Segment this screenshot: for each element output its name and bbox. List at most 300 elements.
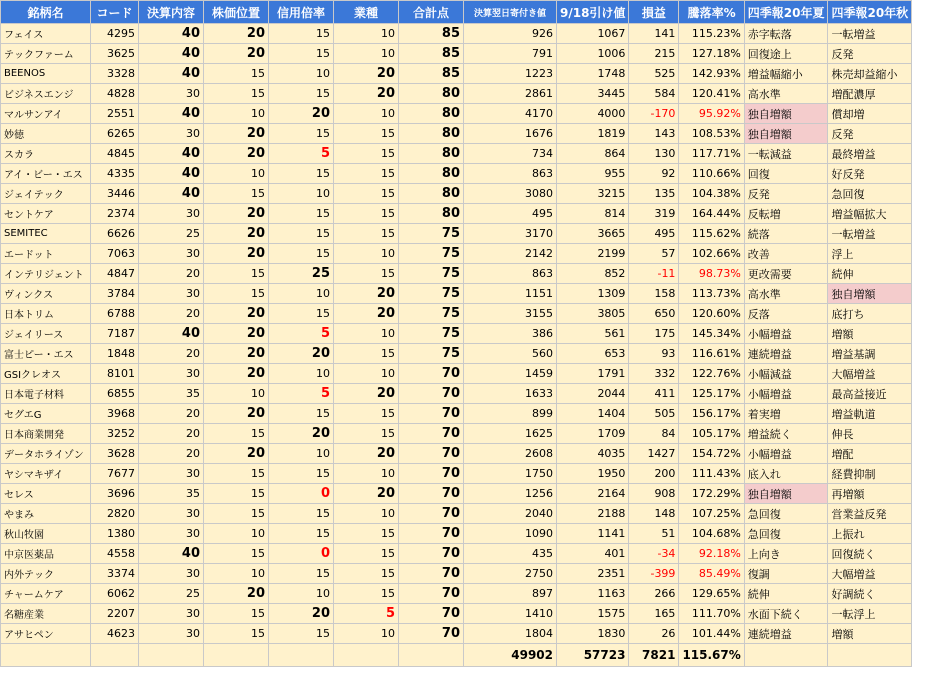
cell-industry[interactable]: 20: [334, 484, 399, 504]
cell-close-price[interactable]: 2199: [557, 244, 629, 264]
cell-code[interactable]: 3446: [91, 184, 139, 204]
cell-open-price[interactable]: 435: [464, 544, 557, 564]
cell-earnings[interactable]: 30: [139, 624, 204, 644]
cell-price-position[interactable]: 20: [204, 304, 269, 324]
cell-earnings[interactable]: 30: [139, 464, 204, 484]
cell-open-price[interactable]: 2142: [464, 244, 557, 264]
cell-shikiho-summer[interactable]: 連続増益: [744, 344, 828, 364]
cell-code[interactable]: 2374: [91, 204, 139, 224]
cell-pnl[interactable]: 165: [629, 604, 679, 624]
cell-open-price[interactable]: 3080: [464, 184, 557, 204]
cell-pnl[interactable]: 525: [629, 64, 679, 84]
cell-total[interactable]: 80: [399, 124, 464, 144]
cell-pnl[interactable]: 135: [629, 184, 679, 204]
cell-margin-ratio[interactable]: 10: [269, 364, 334, 384]
cell-shikiho-autumn[interactable]: 独自増額: [828, 284, 912, 304]
cell-margin-ratio[interactable]: 20: [269, 604, 334, 624]
cell-industry[interactable]: 15: [334, 144, 399, 164]
cell-margin-ratio[interactable]: 10: [269, 64, 334, 84]
cell-shikiho-summer[interactable]: 赤字転落: [744, 24, 828, 44]
cell-shikiho-summer[interactable]: 小幅増益: [744, 384, 828, 404]
cell-shikiho-summer[interactable]: 高水準: [744, 84, 828, 104]
cell-total[interactable]: 70: [399, 624, 464, 644]
cell-shikiho-autumn[interactable]: 反発: [828, 124, 912, 144]
cell-shikiho-summer[interactable]: 小幅増益: [744, 444, 828, 464]
cell-shikiho-summer[interactable]: 底入れ: [744, 464, 828, 484]
cell-total[interactable]: 70: [399, 404, 464, 424]
cell-industry[interactable]: 20: [334, 64, 399, 84]
col-header-pnl[interactable]: 損益: [629, 1, 679, 24]
cell-earnings[interactable]: 30: [139, 524, 204, 544]
cell-ratio[interactable]: 145.34%: [679, 324, 744, 344]
cell-shikiho-summer[interactable]: 反転増: [744, 204, 828, 224]
cell-margin-ratio[interactable]: 0: [269, 484, 334, 504]
cell-open-price[interactable]: 1223: [464, 64, 557, 84]
cell-shikiho-summer[interactable]: 増益幅縮小: [744, 64, 828, 84]
cell-price-position[interactable]: 15: [204, 184, 269, 204]
cell-shikiho-autumn[interactable]: 償却増: [828, 104, 912, 124]
cell-open-price[interactable]: 1676: [464, 124, 557, 144]
cell-close-price[interactable]: 3665: [557, 224, 629, 244]
cell-ratio[interactable]: 92.18%: [679, 544, 744, 564]
cell-earnings[interactable]: 20: [139, 344, 204, 364]
cell-code[interactable]: 6626: [91, 224, 139, 244]
cell-name[interactable]: 内外テック: [1, 564, 91, 584]
cell-industry[interactable]: 15: [334, 124, 399, 144]
cell-industry[interactable]: 10: [334, 464, 399, 484]
cell-code[interactable]: 2551: [91, 104, 139, 124]
cell-close-price[interactable]: 1163: [557, 584, 629, 604]
cell-shikiho-summer[interactable]: 反落: [744, 304, 828, 324]
cell-close-price[interactable]: 1709: [557, 424, 629, 444]
cell-earnings[interactable]: 30: [139, 504, 204, 524]
cell-pnl[interactable]: -34: [629, 544, 679, 564]
cell-earnings[interactable]: 35: [139, 384, 204, 404]
cell-margin-ratio[interactable]: 15: [269, 164, 334, 184]
cell-open-price[interactable]: 2608: [464, 444, 557, 464]
cell-price-position[interactable]: 10: [204, 104, 269, 124]
cell-ratio[interactable]: 116.61%: [679, 344, 744, 364]
cell-margin-ratio[interactable]: 10: [269, 184, 334, 204]
cell-earnings[interactable]: 30: [139, 604, 204, 624]
cell-total[interactable]: 70: [399, 484, 464, 504]
cell-price-position[interactable]: 20: [204, 224, 269, 244]
cell-code[interactable]: 4295: [91, 24, 139, 44]
cell-ratio[interactable]: 110.66%: [679, 164, 744, 184]
cell-close-price[interactable]: 864: [557, 144, 629, 164]
cell-industry[interactable]: 20: [334, 84, 399, 104]
cell-ratio[interactable]: 102.66%: [679, 244, 744, 264]
cell-ratio[interactable]: 154.72%: [679, 444, 744, 464]
cell-code[interactable]: 4335: [91, 164, 139, 184]
cell-name[interactable]: スカラ: [1, 144, 91, 164]
cell-shikiho-autumn[interactable]: 増額: [828, 324, 912, 344]
cell-code[interactable]: 3252: [91, 424, 139, 444]
cell-earnings[interactable]: 30: [139, 124, 204, 144]
cell-open-price[interactable]: 2040: [464, 504, 557, 524]
cell-name[interactable]: ジェイテック: [1, 184, 91, 204]
cell-earnings[interactable]: 40: [139, 44, 204, 64]
cell-name[interactable]: テックファーム: [1, 44, 91, 64]
cell-earnings[interactable]: 30: [139, 564, 204, 584]
cell-total[interactable]: 80: [399, 104, 464, 124]
cell-open-price[interactable]: 4170: [464, 104, 557, 124]
cell-shikiho-autumn[interactable]: 続伸: [828, 264, 912, 284]
cell-total[interactable]: 75: [399, 344, 464, 364]
cell-price-position[interactable]: 10: [204, 384, 269, 404]
col-header-name[interactable]: 銘柄名: [1, 1, 91, 24]
cell-open-price[interactable]: 1256: [464, 484, 557, 504]
cell-close-price[interactable]: 2188: [557, 504, 629, 524]
cell-ratio[interactable]: 85.49%: [679, 564, 744, 584]
cell-shikiho-autumn[interactable]: 反発: [828, 44, 912, 64]
cell-total[interactable]: 70: [399, 384, 464, 404]
cell-price-position[interactable]: 20: [204, 404, 269, 424]
cell-price-position[interactable]: 20: [204, 324, 269, 344]
cell-open-price[interactable]: 791: [464, 44, 557, 64]
cell-name[interactable]: 日本トリム: [1, 304, 91, 324]
cell-total[interactable]: 75: [399, 304, 464, 324]
cell-close-price[interactable]: 401: [557, 544, 629, 564]
cell-total[interactable]: 80: [399, 84, 464, 104]
cell-ratio[interactable]: 104.68%: [679, 524, 744, 544]
cell-margin-ratio[interactable]: 20: [269, 344, 334, 364]
cell-industry[interactable]: 15: [334, 424, 399, 444]
cell-margin-ratio[interactable]: 10: [269, 284, 334, 304]
col-header-total[interactable]: 合計点: [399, 1, 464, 24]
cell-shikiho-autumn[interactable]: 再増額: [828, 484, 912, 504]
cell-shikiho-autumn[interactable]: 急回復: [828, 184, 912, 204]
cell-pnl[interactable]: 319: [629, 204, 679, 224]
cell-industry[interactable]: 15: [334, 184, 399, 204]
cell-earnings[interactable]: 20: [139, 424, 204, 444]
cell-open-price[interactable]: 3155: [464, 304, 557, 324]
cell-margin-ratio[interactable]: 0: [269, 544, 334, 564]
cell-name[interactable]: 名糖産業: [1, 604, 91, 624]
cell-close-price[interactable]: 4035: [557, 444, 629, 464]
cell-code[interactable]: 6265: [91, 124, 139, 144]
cell-industry[interactable]: 15: [334, 404, 399, 424]
cell-shikiho-summer[interactable]: 改善: [744, 244, 828, 264]
cell-industry[interactable]: 20: [334, 444, 399, 464]
cell-price-position[interactable]: 15: [204, 504, 269, 524]
cell-name[interactable]: BEENOS: [1, 64, 91, 84]
cell-close-price[interactable]: 561: [557, 324, 629, 344]
cell-earnings[interactable]: 30: [139, 204, 204, 224]
cell-price-position[interactable]: 20: [204, 244, 269, 264]
cell-price-position[interactable]: 15: [204, 64, 269, 84]
cell-pnl[interactable]: 215: [629, 44, 679, 64]
col-header-earnings[interactable]: 決算内容: [139, 1, 204, 24]
cell-total[interactable]: 70: [399, 424, 464, 444]
cell-earnings[interactable]: 40: [139, 24, 204, 44]
cell-industry[interactable]: 15: [334, 344, 399, 364]
cell-shikiho-summer[interactable]: 高水準: [744, 284, 828, 304]
total-cell-blank[interactable]: [269, 644, 334, 667]
cell-pnl[interactable]: 143: [629, 124, 679, 144]
cell-margin-ratio[interactable]: 5: [269, 144, 334, 164]
cell-open-price[interactable]: 1750: [464, 464, 557, 484]
cell-industry[interactable]: 20: [334, 384, 399, 404]
cell-name[interactable]: やまみ: [1, 504, 91, 524]
cell-price-position[interactable]: 15: [204, 624, 269, 644]
cell-name[interactable]: マルサンアイ: [1, 104, 91, 124]
cell-shikiho-summer[interactable]: 小幅増益: [744, 324, 828, 344]
col-header-industry[interactable]: 業種: [334, 1, 399, 24]
cell-total[interactable]: 75: [399, 264, 464, 284]
cell-close-price[interactable]: 955: [557, 164, 629, 184]
cell-open-price[interactable]: 1625: [464, 424, 557, 444]
cell-industry[interactable]: 15: [334, 264, 399, 284]
cell-ratio[interactable]: 127.18%: [679, 44, 744, 64]
cell-margin-ratio[interactable]: 15: [269, 404, 334, 424]
cell-industry[interactable]: 15: [334, 164, 399, 184]
cell-ratio[interactable]: 117.71%: [679, 144, 744, 164]
cell-open-price[interactable]: 1633: [464, 384, 557, 404]
cell-name[interactable]: アサヒペン: [1, 624, 91, 644]
cell-price-position[interactable]: 15: [204, 84, 269, 104]
cell-pnl[interactable]: 266: [629, 584, 679, 604]
cell-earnings[interactable]: 20: [139, 444, 204, 464]
cell-shikiho-autumn[interactable]: 好反発: [828, 164, 912, 184]
cell-open-price[interactable]: 3170: [464, 224, 557, 244]
cell-pnl[interactable]: 200: [629, 464, 679, 484]
cell-name[interactable]: セグエG: [1, 404, 91, 424]
cell-shikiho-summer[interactable]: 連続増益: [744, 624, 828, 644]
cell-close-price[interactable]: 1404: [557, 404, 629, 424]
cell-code[interactable]: 4847: [91, 264, 139, 284]
cell-close-price[interactable]: 2044: [557, 384, 629, 404]
cell-shikiho-summer[interactable]: 独自増額: [744, 124, 828, 144]
cell-shikiho-summer[interactable]: 上向き: [744, 544, 828, 564]
cell-price-position[interactable]: 20: [204, 44, 269, 64]
cell-close-price[interactable]: 1819: [557, 124, 629, 144]
cell-pnl[interactable]: 92: [629, 164, 679, 184]
col-header-open-price[interactable]: 決算翌日寄付き値: [464, 1, 557, 24]
cell-shikiho-autumn[interactable]: 大幅増益: [828, 564, 912, 584]
cell-total[interactable]: 70: [399, 464, 464, 484]
cell-shikiho-autumn[interactable]: 好調続く: [828, 584, 912, 604]
cell-pnl[interactable]: 26: [629, 624, 679, 644]
cell-open-price[interactable]: 386: [464, 324, 557, 344]
cell-margin-ratio[interactable]: 15: [269, 44, 334, 64]
cell-industry[interactable]: 15: [334, 584, 399, 604]
cell-name[interactable]: エードット: [1, 244, 91, 264]
cell-shikiho-summer[interactable]: 急回復: [744, 524, 828, 544]
cell-total[interactable]: 70: [399, 364, 464, 384]
total-close[interactable]: 57723: [557, 644, 629, 667]
cell-shikiho-autumn[interactable]: 増益幅拡大: [828, 204, 912, 224]
cell-earnings[interactable]: 40: [139, 544, 204, 564]
cell-ratio[interactable]: 105.17%: [679, 424, 744, 444]
cell-shikiho-autumn[interactable]: 伸長: [828, 424, 912, 444]
total-ratio[interactable]: 115.67%: [679, 644, 744, 667]
cell-code[interactable]: 7063: [91, 244, 139, 264]
cell-name[interactable]: 中京医薬品: [1, 544, 91, 564]
cell-shikiho-autumn[interactable]: 底打ち: [828, 304, 912, 324]
cell-close-price[interactable]: 1791: [557, 364, 629, 384]
cell-margin-ratio[interactable]: 15: [269, 624, 334, 644]
cell-shikiho-summer[interactable]: 更改需要: [744, 264, 828, 284]
cell-shikiho-autumn[interactable]: 増益軌道: [828, 404, 912, 424]
cell-earnings[interactable]: 40: [139, 104, 204, 124]
col-header-price-position[interactable]: 株価位置: [204, 1, 269, 24]
cell-open-price[interactable]: 1090: [464, 524, 557, 544]
cell-margin-ratio[interactable]: 15: [269, 524, 334, 544]
cell-open-price[interactable]: 1410: [464, 604, 557, 624]
cell-shikiho-summer[interactable]: 小幅減益: [744, 364, 828, 384]
cell-code[interactable]: 4558: [91, 544, 139, 564]
cell-ratio[interactable]: 104.38%: [679, 184, 744, 204]
cell-pnl[interactable]: 84: [629, 424, 679, 444]
cell-name[interactable]: 富士ピー・エス: [1, 344, 91, 364]
cell-close-price[interactable]: 1830: [557, 624, 629, 644]
cell-total[interactable]: 70: [399, 544, 464, 564]
cell-industry[interactable]: 20: [334, 284, 399, 304]
cell-industry[interactable]: 15: [334, 204, 399, 224]
total-cell-blank[interactable]: [204, 644, 269, 667]
cell-shikiho-summer[interactable]: 回復: [744, 164, 828, 184]
cell-price-position[interactable]: 15: [204, 284, 269, 304]
cell-margin-ratio[interactable]: 15: [269, 244, 334, 264]
cell-industry[interactable]: 15: [334, 524, 399, 544]
cell-total[interactable]: 85: [399, 64, 464, 84]
cell-shikiho-autumn[interactable]: 営業益反発: [828, 504, 912, 524]
cell-industry[interactable]: 10: [334, 364, 399, 384]
cell-code[interactable]: 1848: [91, 344, 139, 364]
cell-ratio[interactable]: 113.73%: [679, 284, 744, 304]
cell-shikiho-autumn[interactable]: 大幅増益: [828, 364, 912, 384]
cell-earnings[interactable]: 20: [139, 304, 204, 324]
cell-open-price[interactable]: 734: [464, 144, 557, 164]
cell-name[interactable]: 日本電子材料: [1, 384, 91, 404]
cell-price-position[interactable]: 20: [204, 24, 269, 44]
cell-industry[interactable]: 10: [334, 624, 399, 644]
total-cell-blank[interactable]: [1, 644, 91, 667]
cell-open-price[interactable]: 1459: [464, 364, 557, 384]
cell-close-price[interactable]: 1067: [557, 24, 629, 44]
cell-margin-ratio[interactable]: 15: [269, 464, 334, 484]
cell-pnl[interactable]: 505: [629, 404, 679, 424]
cell-industry[interactable]: 15: [334, 544, 399, 564]
cell-earnings[interactable]: 40: [139, 164, 204, 184]
cell-code[interactable]: 3374: [91, 564, 139, 584]
cell-earnings[interactable]: 40: [139, 144, 204, 164]
cell-total[interactable]: 85: [399, 24, 464, 44]
cell-pnl[interactable]: 1427: [629, 444, 679, 464]
cell-code[interactable]: 3784: [91, 284, 139, 304]
cell-shikiho-autumn[interactable]: 増配濃厚: [828, 84, 912, 104]
cell-name[interactable]: 日本商業開発: [1, 424, 91, 444]
cell-open-price[interactable]: 495: [464, 204, 557, 224]
cell-name[interactable]: データホライゾン: [1, 444, 91, 464]
cell-ratio[interactable]: 120.60%: [679, 304, 744, 324]
cell-price-position[interactable]: 15: [204, 264, 269, 284]
cell-margin-ratio[interactable]: 15: [269, 204, 334, 224]
cell-earnings[interactable]: 30: [139, 244, 204, 264]
cell-shikiho-autumn[interactable]: 一転増益: [828, 24, 912, 44]
cell-price-position[interactable]: 15: [204, 424, 269, 444]
cell-pnl[interactable]: 332: [629, 364, 679, 384]
cell-ratio[interactable]: 115.23%: [679, 24, 744, 44]
cell-ratio[interactable]: 156.17%: [679, 404, 744, 424]
cell-shikiho-autumn[interactable]: 最終増益: [828, 144, 912, 164]
cell-pnl[interactable]: 141: [629, 24, 679, 44]
cell-code[interactable]: 6788: [91, 304, 139, 324]
cell-shikiho-autumn[interactable]: 株売却益縮小: [828, 64, 912, 84]
cell-ratio[interactable]: 120.41%: [679, 84, 744, 104]
cell-price-position[interactable]: 10: [204, 164, 269, 184]
cell-shikiho-autumn[interactable]: 一転浮上: [828, 604, 912, 624]
cell-pnl[interactable]: 584: [629, 84, 679, 104]
cell-name[interactable]: ヤシマキザイ: [1, 464, 91, 484]
cell-name[interactable]: インテリジェント: [1, 264, 91, 284]
col-header-code[interactable]: コード: [91, 1, 139, 24]
cell-shikiho-summer[interactable]: 独自増額: [744, 484, 828, 504]
cell-code[interactable]: 3625: [91, 44, 139, 64]
total-cell-blank[interactable]: [334, 644, 399, 667]
cell-price-position[interactable]: 15: [204, 484, 269, 504]
cell-shikiho-summer[interactable]: 続落: [744, 224, 828, 244]
cell-close-price[interactable]: 1950: [557, 464, 629, 484]
cell-ratio[interactable]: 111.70%: [679, 604, 744, 624]
cell-industry[interactable]: 10: [334, 24, 399, 44]
cell-code[interactable]: 4828: [91, 84, 139, 104]
cell-pnl[interactable]: 411: [629, 384, 679, 404]
cell-earnings[interactable]: 40: [139, 324, 204, 344]
cell-open-price[interactable]: 899: [464, 404, 557, 424]
cell-pnl[interactable]: 148: [629, 504, 679, 524]
cell-price-position[interactable]: 15: [204, 604, 269, 624]
cell-price-position[interactable]: 10: [204, 524, 269, 544]
cell-price-position[interactable]: 20: [204, 444, 269, 464]
cell-ratio[interactable]: 107.25%: [679, 504, 744, 524]
cell-price-position[interactable]: 15: [204, 464, 269, 484]
cell-shikiho-autumn[interactable]: 浮上: [828, 244, 912, 264]
cell-total[interactable]: 80: [399, 204, 464, 224]
cell-industry[interactable]: 10: [334, 324, 399, 344]
cell-ratio[interactable]: 125.17%: [679, 384, 744, 404]
cell-code[interactable]: 6062: [91, 584, 139, 604]
cell-industry[interactable]: 20: [334, 304, 399, 324]
cell-industry[interactable]: 10: [334, 104, 399, 124]
cell-code[interactable]: 3628: [91, 444, 139, 464]
cell-margin-ratio[interactable]: 15: [269, 304, 334, 324]
cell-code[interactable]: 7187: [91, 324, 139, 344]
cell-earnings[interactable]: 30: [139, 284, 204, 304]
cell-shikiho-autumn[interactable]: 上振れ: [828, 524, 912, 544]
cell-earnings[interactable]: 20: [139, 404, 204, 424]
cell-name[interactable]: 秋山牧園: [1, 524, 91, 544]
cell-name[interactable]: セントケア: [1, 204, 91, 224]
cell-pnl[interactable]: 51: [629, 524, 679, 544]
cell-shikiho-summer[interactable]: 水面下続く: [744, 604, 828, 624]
cell-ratio[interactable]: 172.29%: [679, 484, 744, 504]
cell-name[interactable]: セレス: [1, 484, 91, 504]
cell-price-position[interactable]: 20: [204, 584, 269, 604]
cell-close-price[interactable]: 852: [557, 264, 629, 284]
cell-shikiho-summer[interactable]: 反発: [744, 184, 828, 204]
cell-close-price[interactable]: 1141: [557, 524, 629, 544]
col-header-ratio[interactable]: 騰落率%: [679, 1, 744, 24]
cell-shikiho-autumn[interactable]: 回復続く: [828, 544, 912, 564]
cell-ratio[interactable]: 98.73%: [679, 264, 744, 284]
cell-ratio[interactable]: 164.44%: [679, 204, 744, 224]
col-header-margin-ratio[interactable]: 信用倍率: [269, 1, 334, 24]
cell-open-price[interactable]: 863: [464, 164, 557, 184]
cell-open-price[interactable]: 1151: [464, 284, 557, 304]
cell-code[interactable]: 3968: [91, 404, 139, 424]
